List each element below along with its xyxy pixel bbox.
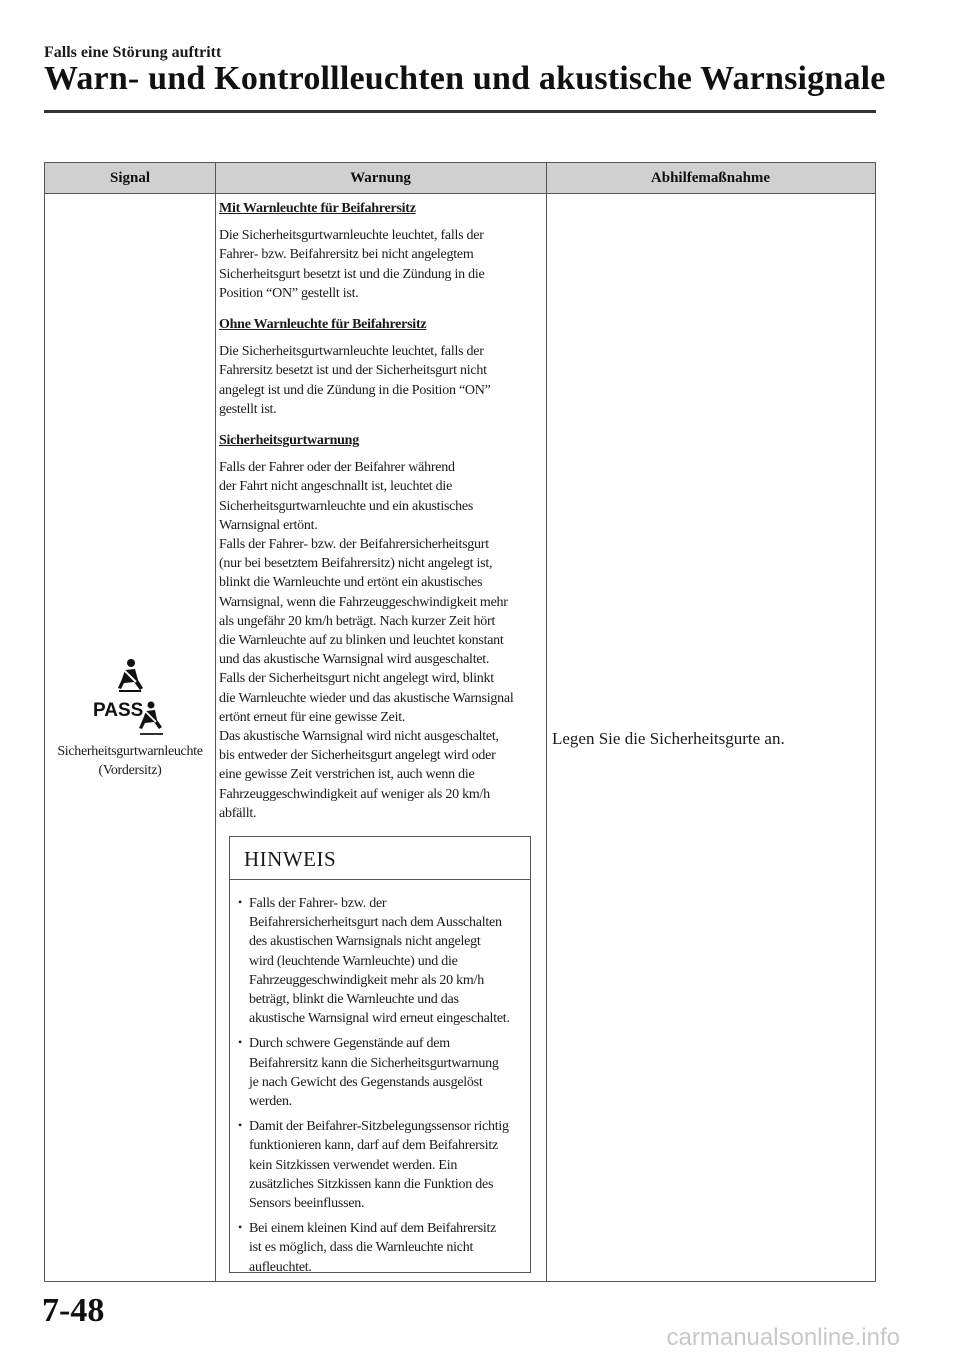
column-divider [215, 163, 216, 1281]
heading-mit-warnleuchte: Mit Warnleuchte für Beifahrersitz [219, 201, 416, 216]
column-header-warnung: Warnung [350, 170, 411, 186]
paragraph-mit-warnleuchte: Die Sicherheitsgurtwarnleuchte leuchtet, falls der Fahrer- bzw. Beifahrersitz bei nicht angelegtem Sicherheitsgurt besetzt ist und die Zündung in die Position “ON” gestellt ist. [219, 228, 485, 301]
list-item [236, 1219, 522, 1277]
hinweis-title: HINWEIS [230, 837, 530, 880]
action-cell: Legen Sie die Sicherheitsgurte an. [552, 729, 785, 748]
list-item-text: Durch schwere Gegenstände auf dem Beifahrersitz kann die Sicherheitsgurtwarnung je nach Gewicht des Gegenstands ausgelöst werden. [249, 1036, 499, 1110]
seatbelt-warning-icon [115, 658, 145, 692]
list-item-text: Damit der Beifahrer-Sitzbelegungssensor richtig funktionieren kann, darf auf dem Beifahrersitz kein Sitzkissen verwendet werden. Ein zusätzliches Sitzkissen kann die Funktion des Sensors beeinflussen. [249, 1119, 509, 1212]
hinweis-box [229, 836, 531, 1273]
section-label: Falls eine Störung auftritt [44, 44, 222, 61]
list-item-text: Falls der Fahrer- bzw. der Beifahrersicherheitsgurt nach dem Ausschalten des akustischen Warnsignals nicht angelegt wird (leuchtende Warnleuchte) und die Fahrzeuggeschwindigkeit mehr als 20 km/h beträgt, blinkt die Warnleuchte und das akustische Warnsignal wird erneut eingeschaltet. [249, 896, 510, 1027]
list-item-text: Bei einem kleinen Kind auf dem Beifahrersitz ist es möglich, dass die Warnleuchte nicht aufleuchtet. [249, 1221, 497, 1275]
title-rule [44, 110, 876, 113]
paragraph-ohne-warnleuchte: Die Sicherheitsgurtwarnleuchte leuchtet, falls der Fahrersitz besetzt ist und der Sicherheitsgurt nicht angelegt ist und die Zündung in die Position “ON” gestellt ist. [219, 344, 491, 417]
hinweis-list [230, 880, 530, 1277]
bullet-icon: • [238, 1220, 242, 1235]
watermark: carmanualsonline.info [666, 1324, 900, 1351]
warning-table [44, 162, 876, 1282]
heading-sicherheitsgurtwarnung: Sicherheitsgurtwarnung [219, 433, 359, 449]
column-divider [546, 163, 547, 1281]
bullet-icon: • [238, 1035, 242, 1050]
list-item [236, 1034, 522, 1111]
column-header-abhilfe: Abhilfemaßnahme [650, 170, 771, 186]
list-item [236, 894, 522, 1028]
warning-cell [219, 195, 539, 839]
heading-ohne-warnleuchte: Ohne Warnleuchte für Beifahrersitz [219, 317, 427, 333]
page-title: Warn- und Kontrollleuchten und akustische Warnsignale [44, 60, 886, 97]
signal-name: Sicherheitsgurtwarnleuchte (Vordersitz) [57, 744, 203, 778]
bullet-icon: • [238, 895, 242, 909]
pass-label: PASS [93, 700, 144, 721]
table-header [45, 163, 875, 194]
paragraph-sicherheitsgurtwarnung: Falls der Fahrer oder der Beifahrer während der Fahrt nicht angeschnallt ist, leuchtet die Sicherheitsgurtwarnleuchte und ein akustisches Warnsignal ertönt. Falls der Fahrer- bzw. der Beifahrersicherheitsgurt (nur bei besetztem Beifahrersitz) nicht angelegt ist, blinkt die Warnleuchte und ertönt ein akustisches Warnsignal, wenn die Fahrzeuggeschwindigkeit mehr als ungefähr 20 km/h beträgt. Nach kurzer Zeit hört die Warnleuchte auf zu blinken und leuchtet konstant und das akustische Warnsignal wird ausgeschaltet. Falls der Sicherheitsgurt nicht angelegt wird, blinkt die Warnleuchte wieder und das akustische Warnsignal ertönt erneut für eine gewisse Zeit. Das akustische Warnsignal wird nicht ausgeschaltet, bis entweder der Sicherheitsgurt angelegt wird oder eine gewisse Zeit verstrichen ist, auch wenn die Fahrzeuggeschwindigkeit auf weniger als 20 km/h abfällt. [219, 460, 514, 821]
page-number: 7-48 [42, 1292, 105, 1329]
column-header-signal: Signal [109, 170, 151, 186]
list-item [236, 1117, 522, 1213]
signal-cell [45, 658, 215, 780]
pass-seatbelt-icon [91, 696, 169, 736]
bullet-icon: • [238, 1118, 242, 1133]
